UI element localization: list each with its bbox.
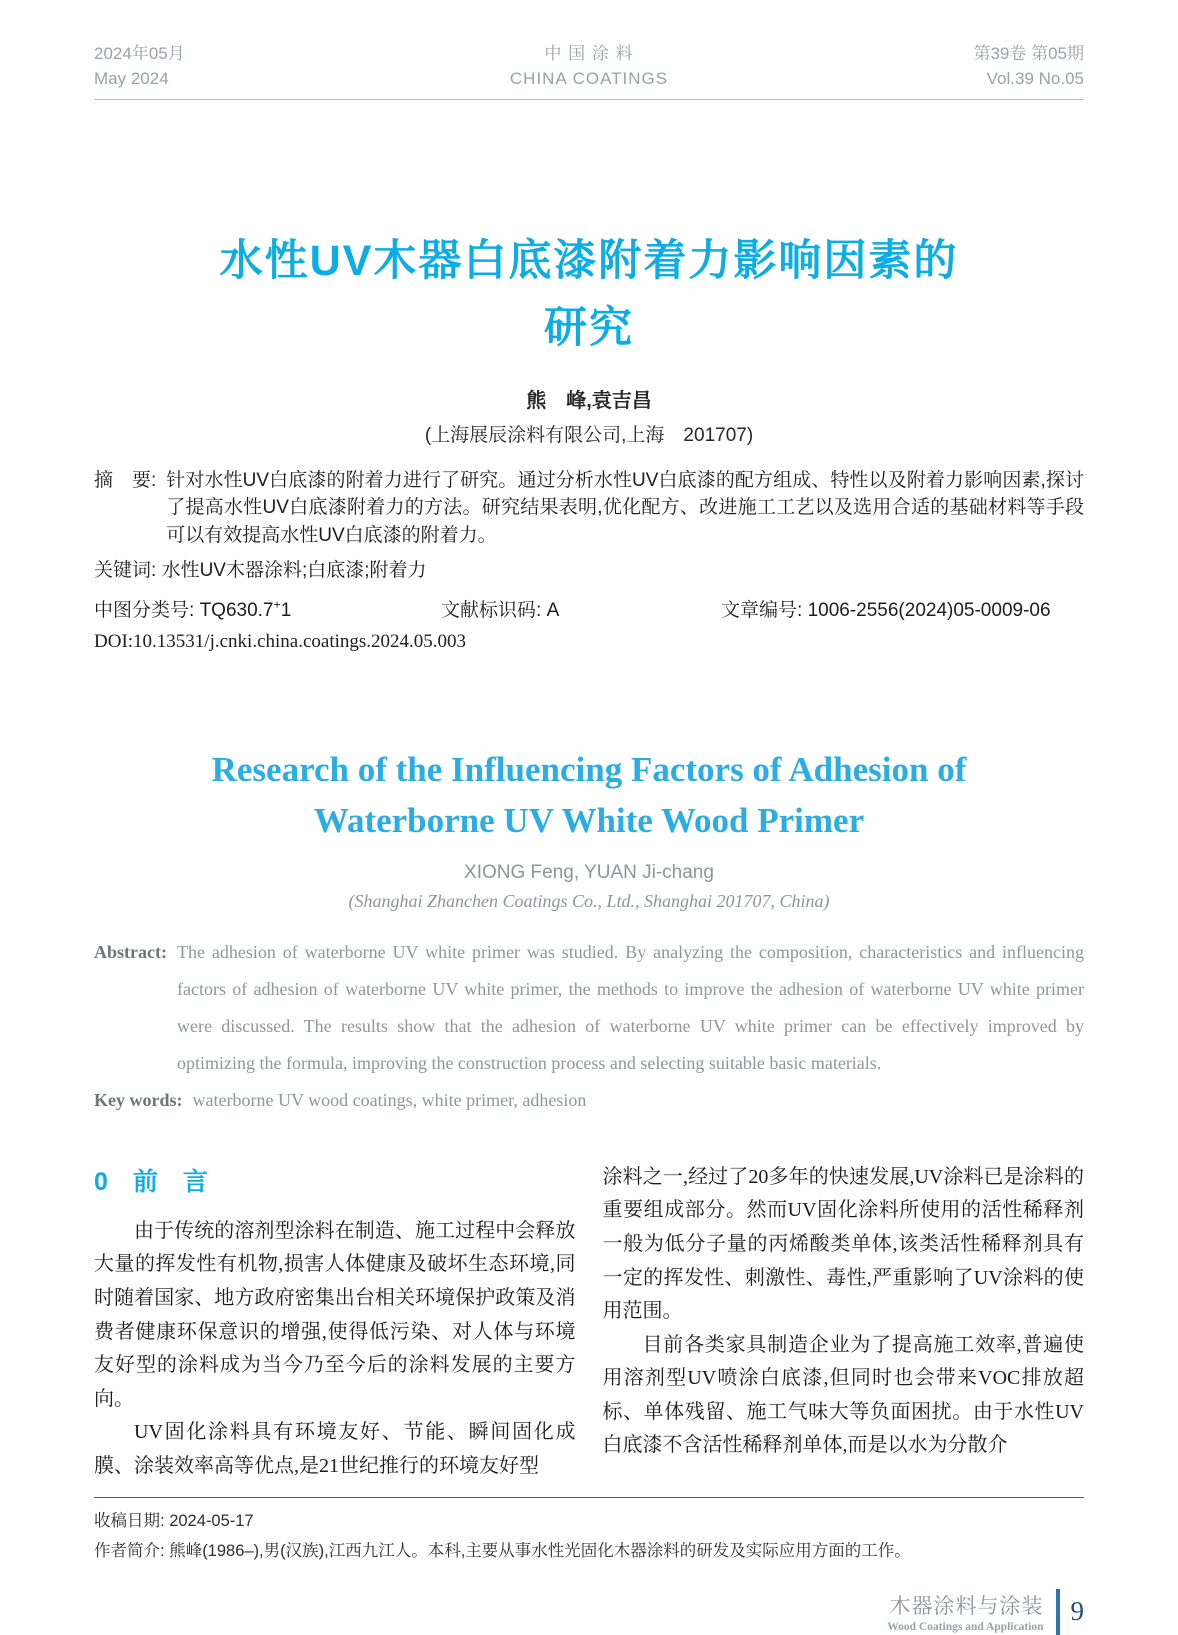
article-title-zh	[94, 228, 1084, 361]
keywords-zh-text: 水性UV木器涂料;白底漆;附着力	[161, 559, 427, 581]
document-code-label: 文献标识码:	[441, 599, 542, 621]
section-heading-intro: 0 前 言	[94, 1167, 208, 1196]
author-bio-value: 熊峰(1986–),男(汉族),江西九江人。本科,主要从事水性光固化木器涂料的研发及实际应用方面的工作。	[169, 1542, 911, 1561]
clc-value: TQ630.7	[199, 599, 274, 621]
body-paragraph: UV固化涂料具有环境友好、节能、瞬间固化成膜、涂装效率高等优点,是21世纪推行的环境友好型	[94, 1421, 576, 1477]
page-number: 9	[1070, 1596, 1084, 1627]
clc-label: 中图分类号:	[94, 599, 195, 621]
author-bio-label: 作者简介:	[94, 1542, 165, 1561]
article-title-zh-line2: 研究	[544, 303, 634, 352]
authors-zh: 熊 峰,袁吉昌	[526, 389, 652, 412]
header-issue-en: Vol.39 No.05	[986, 68, 1084, 88]
received-date-value: 2024-05-17	[169, 1512, 254, 1531]
keywords-en-label: Key words:	[94, 1089, 183, 1110]
abstract-en-label: Abstract:	[94, 942, 167, 963]
body-paragraph: 涂料之一,经过了20多年的快速发展,UV涂料已是涂料的重要组成部分。然而UV固化涂料所使用的活性稀释剂一般为低分子量的丙烯酸类单体,该类活性稀释剂具有一定的挥发性、刺激性、毒性,严重影响了UV涂料的使用范围。	[602, 1165, 1084, 1323]
keywords-zh	[94, 555, 1084, 582]
document-code	[441, 595, 721, 622]
header-date-en: May 2024	[94, 68, 169, 88]
page-footer	[94, 1589, 1084, 1635]
abstract-zh-text: 针对水性UV白底漆的附着力进行了研究。通过分析水性UV白底漆的配方组成、特性以及附着力影响因素,探讨了提高水性UV白底漆附着力的方法。研究结果表明,优化配方、改进施工工艺以及选用合适的基础材料等手段可以有效提高水性UV白底漆的附着力。	[166, 469, 1084, 547]
body-paragraph: 目前各类家具制造企业为了提高施工效率,普遍使用溶剂型UV喷涂白底漆,但同时也会带来VOC排放超标、单体残留、施工气味大等负面困扰。由于水性UV白底漆不含活性稀释剂单体,而是以水为分散介	[602, 1333, 1084, 1457]
footer-column-title-en: Wood Coatings and Application	[887, 1621, 1044, 1634]
affiliation-zh: (上海展辰涂料有限公司,上海 201707)	[424, 424, 754, 446]
footer-column-title	[887, 1590, 1043, 1633]
affiliation-en: (Shanghai Zhanchen Coatings Co., Ltd., Shanghai 201707, China)	[348, 891, 830, 912]
clc-superscript: +	[273, 597, 281, 612]
received-date-label: 收稿日期:	[94, 1512, 165, 1531]
article-number	[721, 595, 1084, 622]
authors-en: XIONG Feng, YUAN Ji-chang	[464, 862, 714, 884]
author-bio	[94, 1537, 1084, 1567]
header-journal-zh: 中 国 涂 料	[544, 44, 634, 63]
abstract-zh-label: 摘 要:	[94, 469, 157, 491]
doi: DOI:10.13531/j.cnki.china.coatings.2024.05.003	[94, 630, 467, 652]
header-journal-name	[499, 42, 679, 91]
article-number-value: 1006-2556(2024)05-0009-06	[807, 599, 1051, 621]
article-title-en-line2: Waterborne UV White Wood Primer	[313, 800, 865, 840]
footer-divider-bar	[1056, 1589, 1060, 1635]
abstract-en	[94, 934, 1084, 1082]
body-column-right	[603, 1161, 1085, 1484]
header-issue-zh: 第39卷 第05期	[973, 44, 1084, 63]
keywords-zh-label: 关键词:	[94, 559, 157, 581]
article-title-en-line1: Research of the Influencing Factors of Adhesion of	[211, 749, 967, 789]
header-date-zh: 2024年05月	[94, 44, 185, 63]
clc-tail: 1	[280, 599, 292, 621]
article-meta-row	[94, 595, 1084, 622]
abstract-en-text: The adhesion of waterborne UV white primer was studied. By analyzing the composition, characteristics and influencing factors of adhesion of waterborne UV white primer, the methods to improve the adhesion of waterborne UV white primer were discussed. The results show that the adhesion of waterborne UV white primer can be effectively improved by optimizing the formula, improving the construction process and selecting suitable basic materials.	[176, 942, 1084, 1073]
header-date	[94, 42, 274, 91]
header-journal-en: CHINA COATINGS	[509, 68, 669, 88]
footer-column-title-zh: 木器涂料与涂装	[889, 1595, 1044, 1619]
article-title-en	[94, 745, 1084, 847]
journal-header	[94, 0, 1084, 100]
article-number-label: 文章编号:	[721, 599, 803, 621]
abstract-zh	[94, 467, 1084, 550]
keywords-en	[94, 1082, 1084, 1119]
document-code-value: A	[546, 599, 560, 621]
footnote	[94, 1497, 1084, 1566]
received-date	[94, 1507, 1084, 1537]
body-column-left	[94, 1161, 576, 1484]
article-body	[94, 1161, 1084, 1484]
body-paragraph: 由于传统的溶剂型涂料在制造、施工过程中会释放大量的挥发性有机物,损害人体健康及破坏生态环境,同时随着国家、地方政府密集出台相关环境保护政策及消费者健康环保意识的增强,使得低污染、对人体与环境友好型的涂料成为当今乃至今后的涂料发展的主要方向。	[94, 1219, 576, 1410]
clc-number	[94, 595, 441, 622]
header-issue	[904, 42, 1084, 91]
article-title-zh-line1: 水性UV木器白底漆附着力影响因素的	[219, 237, 959, 286]
keywords-en-text: waterborne UV wood coatings, white primer, adhesion	[192, 1089, 587, 1110]
